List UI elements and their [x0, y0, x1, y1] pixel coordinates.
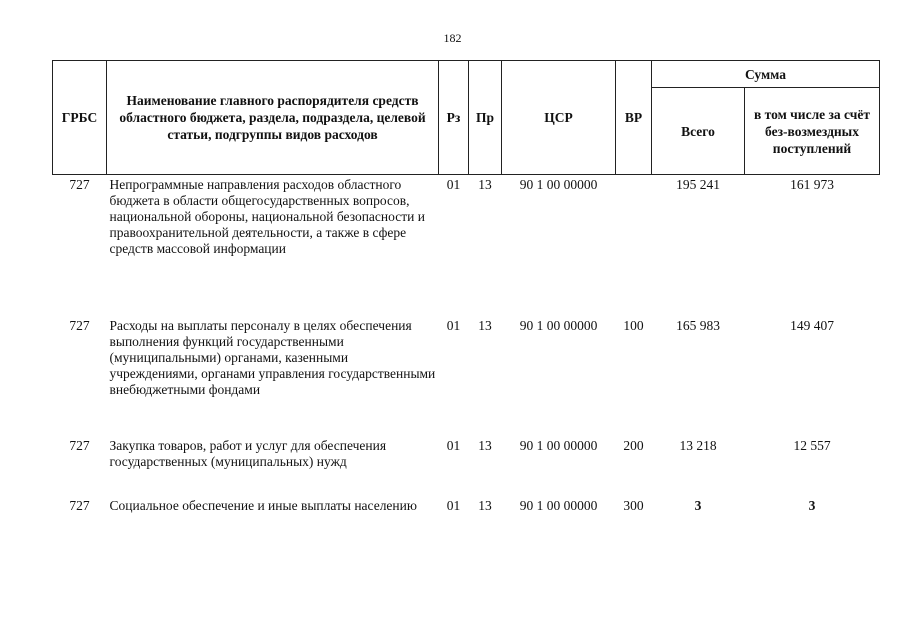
cell-total: 165 983	[676, 317, 720, 333]
header-csr: ЦСР	[502, 61, 616, 175]
page-number: 182	[443, 31, 462, 45]
cell-csr: 90 1 00 00000	[519, 317, 598, 333]
header-total: Всего	[652, 88, 745, 175]
header-rz: Рз	[439, 61, 469, 175]
cell-csr: 90 1 00 00000	[519, 177, 598, 192]
cell-pr: 13	[478, 437, 492, 453]
cell-csr: 90 1 00 00000	[519, 497, 598, 513]
cell-total: 195 241	[676, 177, 720, 192]
cell-name: Социальное обеспечение и иные выплаты населению	[109, 497, 417, 513]
table-row	[53, 316, 880, 436]
cell-vr: 100	[623, 317, 644, 333]
cell-rz: 01	[446, 317, 461, 333]
cell-grbs: 727	[69, 317, 90, 333]
table-row	[53, 436, 880, 496]
cell-gratuitous: 12 557	[793, 437, 831, 453]
cell-name: Непрограммные направления расходов областного бюджета в области общегосударственных вопросов, национальной обороны, национальной безопасности и правоохранительной деятельности, а также в сфере средств массовой информации	[109, 177, 425, 256]
header-grbs: ГРБС	[53, 61, 107, 175]
cell-vr: 300	[623, 497, 644, 513]
cell-gratuitous: 3	[808, 497, 816, 513]
cell-name: Расходы на выплаты персоналу в целях обеспечения выполнения функций государственными (муниципальными) органами, казенными учреждениями, органами управления государственными внебюджетными фондами	[109, 317, 436, 397]
budget-table	[52, 60, 880, 536]
cell-vr: 200	[623, 437, 644, 453]
cell-pr: 13	[478, 177, 492, 192]
cell-gratuitous: 161 973	[790, 177, 834, 192]
cell-grbs: 727	[69, 497, 90, 513]
cell-csr: 90 1 00 00000	[519, 437, 598, 453]
cell-pr: 13	[478, 317, 492, 333]
cell-gratuitous: 149 407	[790, 317, 834, 333]
header-summa: Сумма	[652, 61, 880, 88]
cell-rz: 01	[446, 177, 461, 192]
cell-total: 13 218	[679, 437, 717, 453]
header-vr: ВР	[616, 61, 652, 175]
table-row	[53, 175, 880, 316]
cell-rz: 01	[446, 497, 461, 513]
cell-name: Закупка товаров, работ и услуг для обеспечения государственных (муниципальных) нужд	[109, 437, 387, 469]
cell-pr: 13	[478, 497, 492, 513]
cell-vr	[616, 175, 652, 316]
cell-rz: 01	[446, 437, 461, 453]
header-pr: Пр	[469, 61, 502, 175]
cell-total: 3	[694, 497, 702, 513]
cell-grbs: 727	[69, 437, 90, 453]
table-row	[53, 496, 880, 536]
header-gratuitous: в том числе за счёт без-возмездных поступлений	[745, 88, 880, 175]
cell-grbs: 727	[69, 177, 90, 192]
header-name: Наименование главного распорядителя средств областного бюджета, раздела, подраздела, целевой статьи, подгруппы видов расходов	[107, 61, 439, 175]
